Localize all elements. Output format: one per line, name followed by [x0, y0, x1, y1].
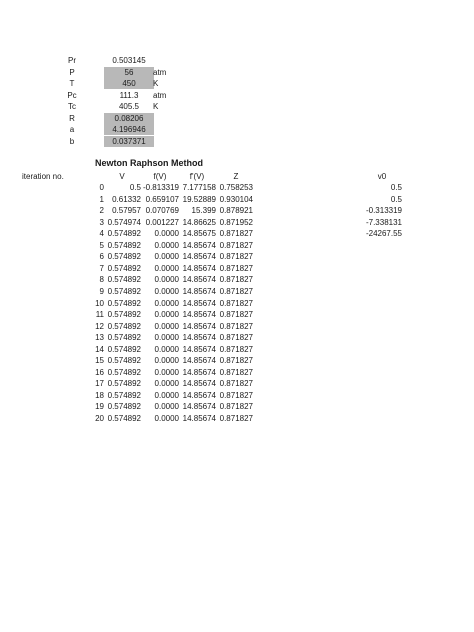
- cell-dfv: 14.85674: [182, 344, 216, 354]
- cell-v: 0.574892: [107, 379, 141, 389]
- cell-v: 0.574892: [107, 275, 141, 285]
- cell-z: 0.871827: [219, 286, 253, 296]
- cell-dfv: 14.85674: [182, 263, 216, 273]
- cell-fv: 0.0000: [154, 379, 179, 389]
- cell-v: 0.574892: [107, 252, 141, 262]
- cell-v: 0.574892: [107, 263, 141, 273]
- cell-fv: 0.0000: [154, 275, 179, 285]
- param-value: 0.503145: [112, 56, 146, 65]
- cell-z: 0.871827: [219, 275, 253, 285]
- cell-iteration: 5: [99, 240, 104, 250]
- cell-dfv: 7.177158: [182, 183, 216, 192]
- cell-z: 0.871827: [219, 414, 253, 423]
- cell-fv: 0.0000: [154, 321, 179, 331]
- cell-fv: -0.813319: [142, 183, 179, 192]
- cell-v: 0.574892: [107, 229, 141, 239]
- cell-iteration: 2: [99, 206, 104, 216]
- cell-iteration: 14: [95, 344, 104, 354]
- header-iteration: iteration no.: [22, 172, 64, 181]
- cell-fv: 0.0000: [154, 367, 179, 377]
- cell-dfv: 15.399: [191, 206, 216, 216]
- cell-dfv: 14.85674: [182, 402, 216, 412]
- cell-dfv: 14.85674: [182, 333, 216, 343]
- cell-fv: 0.0000: [154, 286, 179, 296]
- param-value: 405.5: [118, 102, 140, 111]
- cell-iteration: 17: [95, 379, 104, 389]
- cell-iteration: 4: [99, 229, 104, 239]
- cell-z: 0.871827: [219, 298, 253, 308]
- cell-z: 0.871827: [219, 390, 253, 400]
- param-unit: K: [153, 102, 159, 111]
- cell-fv: 0.0000: [154, 344, 179, 354]
- param-label: Tc: [68, 102, 76, 111]
- cell-fv: 0.0000: [154, 310, 179, 320]
- cell-z: 0.871827: [219, 367, 253, 377]
- cell-iteration: 8: [99, 275, 104, 285]
- cell-dfv: 14.85674: [182, 240, 216, 250]
- param-label: a: [69, 125, 75, 134]
- cell-iteration: 0: [99, 183, 104, 192]
- cell-z: 0.878921: [219, 206, 253, 216]
- cell-v0: -24267.55: [365, 229, 402, 239]
- cell-fv: 0.0000: [154, 298, 179, 308]
- cell-fv: 0.0000: [154, 333, 179, 343]
- param-value: 0.037371: [104, 136, 154, 147]
- cell-iteration: 19: [95, 402, 104, 412]
- param-unit: atm: [153, 67, 167, 77]
- cell-z: 0.871827: [219, 229, 253, 239]
- cell-dfv: 14.85674: [182, 286, 216, 296]
- cell-fv: 0.659107: [145, 194, 179, 204]
- cell-dfv: 14.85674: [182, 321, 216, 331]
- cell-dfv: 14.85674: [182, 252, 216, 262]
- param-label: b: [69, 136, 75, 146]
- cell-v: 0.574892: [107, 310, 141, 320]
- cell-dfv: 14.85674: [182, 298, 216, 308]
- cell-z: 0.871827: [219, 321, 253, 331]
- param-value: 0.08206: [104, 113, 154, 124]
- cell-v: 0.61332: [112, 194, 141, 204]
- cell-fv: 0.0000: [154, 390, 179, 400]
- cell-iteration: 9: [99, 286, 104, 296]
- cell-z: 0.871952: [219, 217, 253, 227]
- cell-v: 0.574892: [107, 390, 141, 400]
- cell-iteration: 1: [99, 194, 104, 204]
- cell-iteration: 6: [99, 252, 104, 262]
- cell-v: 0.574892: [107, 367, 141, 377]
- cell-fv: 0.070769: [145, 206, 179, 216]
- cell-v: 0.5: [129, 183, 141, 192]
- cell-z: 0.930104: [219, 194, 253, 204]
- method-title: Newton Raphson Method: [95, 158, 203, 168]
- param-label: Pc: [67, 90, 77, 100]
- cell-iteration: 13: [95, 333, 104, 343]
- cell-v0: 0.5: [390, 194, 402, 204]
- cell-fv: 0.0000: [154, 402, 179, 412]
- cell-fv: 0.001227: [145, 217, 179, 227]
- cell-iteration: 11: [95, 310, 104, 320]
- cell-v: 0.574892: [107, 402, 141, 412]
- cell-z: 0.871827: [219, 356, 253, 366]
- cell-z: 0.871827: [219, 333, 253, 343]
- cell-fv: 0.0000: [154, 240, 179, 250]
- cell-v: 0.574892: [107, 333, 141, 343]
- cell-fv: 0.0000: [154, 252, 179, 262]
- param-value: 450: [104, 78, 154, 89]
- cell-v: 0.574974: [107, 217, 141, 227]
- cell-iteration: 12: [95, 321, 104, 331]
- cell-fv: 0.0000: [154, 356, 179, 366]
- cell-dfv: 14.85674: [182, 367, 216, 377]
- cell-v: 0.574892: [107, 414, 141, 423]
- param-value: 111.3: [119, 90, 139, 100]
- header-v0: v0: [377, 172, 387, 181]
- cell-z: 0.871827: [219, 310, 253, 320]
- cell-z: 0.871827: [219, 240, 253, 250]
- cell-v0: -0.313319: [365, 206, 402, 216]
- cell-v: 0.574892: [107, 356, 141, 366]
- cell-v: 0.57957: [112, 206, 141, 216]
- cell-iteration: 15: [95, 356, 104, 366]
- cell-v0: 0.5: [390, 183, 402, 192]
- cell-v: 0.574892: [107, 298, 141, 308]
- cell-dfv: 14.85674: [182, 390, 216, 400]
- cell-v: 0.574892: [107, 321, 141, 331]
- cell-z: 0.871827: [219, 379, 253, 389]
- cell-dfv: 14.85674: [182, 379, 216, 389]
- cell-dfv: 14.85674: [182, 356, 216, 366]
- cell-iteration: 16: [95, 367, 104, 377]
- cell-v0: -7.338131: [365, 217, 402, 227]
- cell-fv: 0.0000: [154, 263, 179, 273]
- cell-z: 0.871827: [219, 402, 253, 412]
- param-value: 56: [104, 67, 154, 78]
- cell-z: 0.758253: [219, 183, 253, 192]
- cell-v: 0.574892: [107, 344, 141, 354]
- cell-dfv: 14.85674: [182, 275, 216, 285]
- cell-iteration: 3: [99, 217, 104, 227]
- cell-v: 0.574892: [107, 240, 141, 250]
- cell-dfv: 14.85674: [182, 414, 216, 423]
- cell-z: 0.871827: [219, 252, 253, 262]
- cell-dfv: 14.86625: [182, 217, 216, 227]
- header-v: V: [119, 172, 125, 181]
- param-label: R: [69, 113, 75, 123]
- header-dfv: f'(V): [189, 172, 205, 181]
- cell-dfv: 19.52889: [182, 194, 216, 204]
- cell-z: 0.871827: [219, 344, 253, 354]
- param-label: T: [69, 79, 75, 88]
- cell-iteration: 20: [95, 414, 104, 423]
- header-z: Z: [233, 172, 239, 181]
- header-fv: f(V): [153, 172, 167, 181]
- cell-fv: 0.0000: [154, 229, 179, 239]
- cell-dfv: 14.85675: [182, 229, 216, 239]
- cell-iteration: 7: [99, 263, 104, 273]
- cell-iteration: 18: [95, 390, 104, 400]
- param-value: 4.196946: [104, 124, 154, 135]
- cell-z: 0.871827: [219, 263, 253, 273]
- param-unit: atm: [153, 90, 167, 100]
- cell-iteration: 10: [95, 298, 104, 308]
- param-label: P: [69, 67, 75, 77]
- param-label: Pr: [68, 56, 76, 65]
- cell-v: 0.574892: [107, 286, 141, 296]
- cell-fv: 0.0000: [154, 414, 179, 423]
- param-unit: K: [153, 79, 159, 88]
- cell-dfv: 14.85674: [182, 310, 216, 320]
